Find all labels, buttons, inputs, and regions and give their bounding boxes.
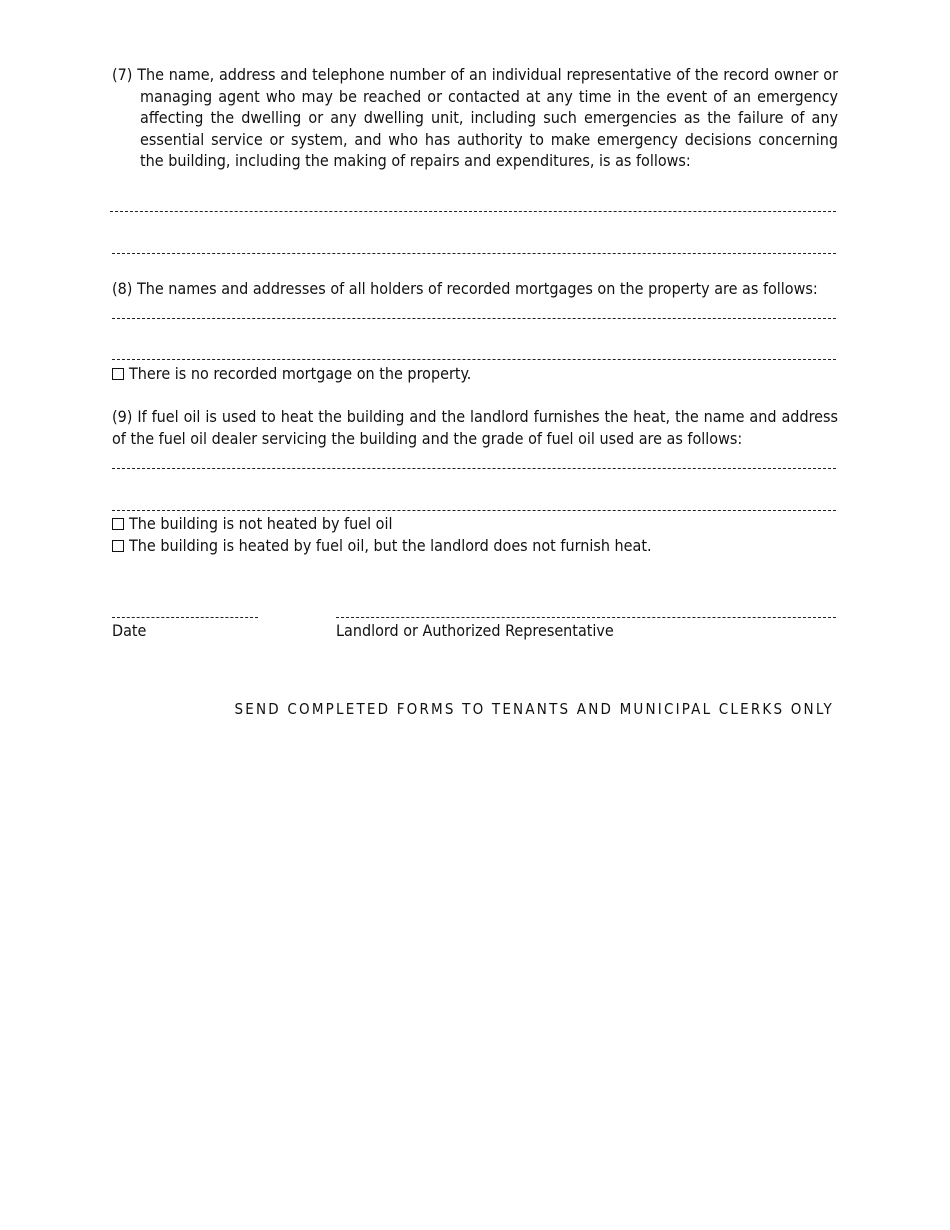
no-mortgage-label: There is no recorded mortgage on the property. [129, 364, 472, 383]
section-9-answer-line-2[interactable] [112, 510, 836, 511]
heated-no-furnish-label: The building is heated by fuel oil, but the landlord does not furnish heat. [129, 536, 652, 555]
date-label: Date [112, 621, 147, 640]
section-7-text: (7) The name, address and telephone number of an individual representative of the record owner or managing agent who may be reached or contacted at any time in the event of an emergency affecting the dwelling or any dwelling unit, including such emergencies as the failure of any essential service or system, and who has authority to make emergency decisions concerning the building, including the making of repairs and expenditures, is as follows: [112, 65, 838, 170]
section-8-answer-line-2[interactable] [112, 359, 836, 360]
section-9-answer-line-1[interactable] [112, 468, 836, 469]
heated-no-furnish-option[interactable] [112, 536, 652, 556]
no-mortgage-option[interactable] [112, 364, 471, 384]
section-7-answer-line-2[interactable] [112, 253, 836, 254]
send-forms-note: SEND COMPLETED FORMS TO TENANTS AND MUNICIPAL CLERKS ONLY [234, 700, 834, 718]
section-7-answer-line-1[interactable] [110, 211, 836, 212]
not-heated-option[interactable] [112, 514, 392, 534]
date-line[interactable] [112, 617, 258, 618]
section-9-text: (9) If fuel oil is used to heat the building and the landlord furnishes the heat, the name and address of the fuel oil dealer servicing the building and the grade of fuel oil used are as follows: [112, 407, 838, 448]
not-heated-checkbox[interactable] [112, 518, 124, 530]
section-8-answer-line-1[interactable] [112, 318, 836, 319]
section-8-text: (8) The names and addresses of all holders of recorded mortgages on the property are as follows: [112, 279, 818, 298]
landlord-signature-label: Landlord or Authorized Representative [336, 621, 614, 640]
signature-line[interactable] [336, 617, 836, 618]
not-heated-label: The building is not heated by fuel oil [129, 514, 393, 533]
heated-no-furnish-checkbox[interactable] [112, 540, 124, 552]
no-mortgage-checkbox[interactable] [112, 368, 124, 380]
